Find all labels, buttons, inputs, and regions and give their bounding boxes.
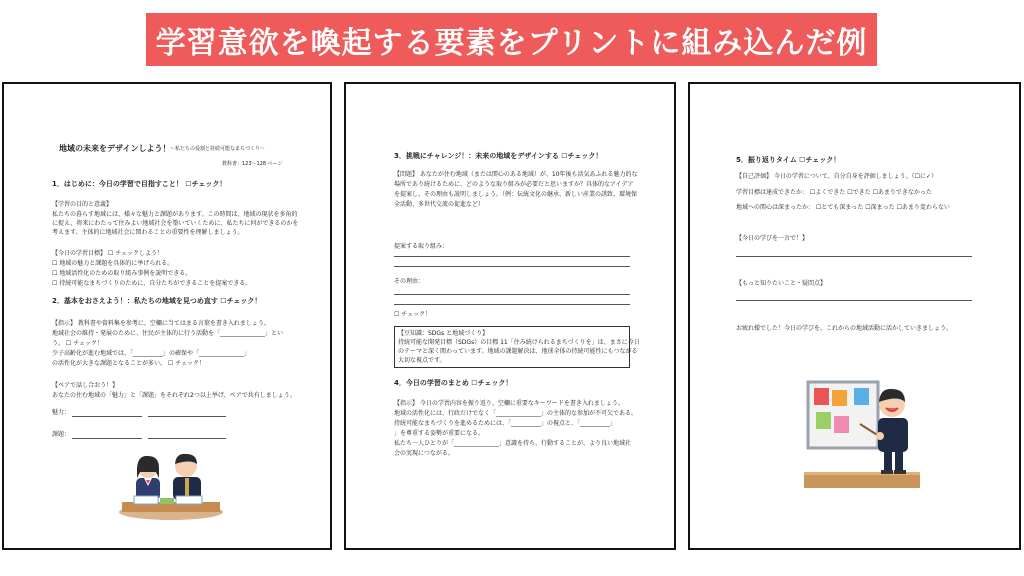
page1-textbook: 教科書：123～128 ページ bbox=[222, 161, 283, 167]
page1-pair-label: 【ペアで話し合おう！】 bbox=[52, 382, 119, 389]
proposal-line-1[interactable] bbox=[394, 256, 630, 257]
reason-line-1[interactable] bbox=[394, 294, 630, 295]
issue-blank-2[interactable] bbox=[148, 438, 226, 439]
page2-question-line: 場所であり続けるために、どのような取り組みが必要だと思いますか？具体的なアイデア bbox=[394, 181, 634, 188]
page2-question-line: 全活動、多世代交流の促進など） bbox=[394, 201, 485, 208]
worksheet-page-3 bbox=[688, 82, 1021, 550]
page2-sec4-heading: 4．今日の学習のまとめ ☐チェック！ bbox=[394, 379, 513, 387]
self-eval-line[interactable]: 地域への関心は深まったか： ☐とても深まった ☐深まった ☐あまり変わらない bbox=[736, 204, 950, 211]
page1-sec1-heading: 1．はじめに：今日の学習で目指すこと！ ☐チェック！ bbox=[52, 180, 227, 188]
charm-blank-2[interactable] bbox=[148, 416, 226, 417]
banner bbox=[146, 13, 877, 66]
summary-line: 地域の活性化には、行政だけでなく「_______________」の主体的な参加が不可欠である。 bbox=[394, 410, 638, 417]
page1-instr-line: 地域社会の維持・発展のために、住民が主体的に行う活動を「_______________」とい bbox=[52, 330, 284, 337]
summary-line: 持続可能なまちづくりを進めるためには、「__________」の視点と、「__________」 bbox=[394, 420, 616, 427]
page1-purpose-label: 【学習の目的と意義】 bbox=[52, 201, 113, 208]
page2-check[interactable]: ☐ チェック！ bbox=[394, 311, 432, 318]
oneliner-label: 【今日の学びを一言で！】 bbox=[736, 235, 809, 242]
page1-sec2-heading: 2．基本をおさえよう！：私たちの地域を見つめ直す ☐チェック！ bbox=[52, 297, 262, 305]
worksheet-page-2 bbox=[344, 82, 676, 550]
page1-instr-line: の活性化が大きな課題となることが多い。 ☐ チェック！ bbox=[52, 360, 206, 367]
knowledge-line: のテーマと深く関わっています。地域の課題解決は、地球全体の持続可能性にもつながる bbox=[398, 348, 638, 355]
summary-line: 【指示】 今日の学習内容を振り返り、空欄に重要なキーワードを書き入れましょう。 bbox=[394, 400, 624, 407]
summary-line: 」を尊重する姿勢が重要になる。 bbox=[394, 430, 485, 437]
page1-goal-label: 【今日の学習目標】 ☐ チェックしよう！ bbox=[52, 250, 164, 257]
page1-goal-item[interactable]: ☐ 地域活性化のための取り組み事例を説明できる。 bbox=[52, 270, 192, 277]
page1-goal-item[interactable]: ☐ 地域の魅力と課題を具体的に挙げられる。 bbox=[52, 260, 174, 267]
page1-purpose-line: 考えます。主体的に地域社会に関わることの重要性を理解しましょう。 bbox=[52, 229, 244, 236]
more-label: 【もっと知りたいこと・疑問点】 bbox=[736, 280, 827, 287]
oneliner-line[interactable] bbox=[736, 256, 972, 257]
self-eval-line: 【自己評価】 今日の学習について、自分自身を評価しましょう。（☐に✓） bbox=[736, 173, 938, 180]
page1-pair-text: あなたの住む地域の「魅力」と「課題」をそれぞれ2つ以上挙げ、ペアで共有しましょう。 bbox=[52, 392, 296, 399]
proposal-line-2[interactable] bbox=[394, 266, 630, 267]
closing-text: お疲れ様でした！今日の学びを、これからの地域活動に活かしていきましょう。 bbox=[736, 325, 953, 332]
banner-title: 学習意欲を喚起する要素をプリントに組み込んだ例 bbox=[155, 25, 868, 61]
page2-question-line: 【問題】 あなたが住む地域（または関心のある地域）が、10年後も活気あふれる魅力的な bbox=[394, 171, 638, 178]
page1-instr-line: う。 ☐ チェック！ bbox=[52, 340, 104, 347]
self-eval-line[interactable]: 学習目標は達成できたか： ☐よくできた ☐できた ☐あまりできなかった bbox=[736, 189, 932, 196]
page1-purpose-line: に捉え、将来にわたって住みよい地域社会を築いていくために、私たちに何ができるのかを bbox=[52, 220, 299, 227]
page1-instr-line: 【指示】 教科書や資料集を参考に、空欄に当てはまる言葉を書き入れましょう。 bbox=[52, 320, 270, 327]
page1-goal-item[interactable]: ☐ 持続可能なまちづくりのために、自分たちができることを提案できる。 bbox=[52, 280, 252, 287]
page2-reason-label: その理由： bbox=[394, 278, 425, 285]
page1-charm-label: 魅力： bbox=[52, 409, 71, 416]
charm-blank-1[interactable] bbox=[72, 416, 142, 417]
knowledge-line: 大切な視点です。 bbox=[398, 357, 446, 364]
teacher-presenting-illustration bbox=[800, 376, 925, 494]
page1-instr-line: 少子高齢化が進む地域では、「__________」の確保や「_______________」 bbox=[52, 350, 251, 357]
reason-line-2[interactable] bbox=[394, 304, 630, 305]
page2-question-line: を提案し、その理由も説明しましょう。（例：伝統文化の継承、新しい産業の誘致、環境保 bbox=[394, 191, 638, 198]
knowledge-title: 【豆知識：SDGs と地域づくり】 bbox=[398, 330, 489, 337]
page3-sec5-heading: 5．振り返りタイム ☐チェック！ bbox=[736, 156, 841, 164]
page2-sec3-heading: 3．挑戦にチャレンジ！：未来の地域をデザインする ☐チェック！ bbox=[394, 152, 603, 160]
issue-blank-1[interactable] bbox=[72, 438, 142, 439]
page1-issue-label: 課題： bbox=[52, 431, 71, 438]
knowledge-line: 持続可能な開発目標（SDGs）の目標 11「住み続けられるまちづくりを」は、まさに今日 bbox=[398, 339, 640, 346]
page1-title: 地域の未来をデザインしよう！ bbox=[59, 144, 171, 153]
page1-purpose-line: 私たちの暮らす地域には、様々な魅力と課題があります。この時間は、地域の現状を多角的 bbox=[52, 211, 298, 218]
worksheet-page-1 bbox=[2, 82, 332, 550]
page1-subtitle: ～私たちの役割と持続可能なまちづくり～ bbox=[170, 146, 265, 152]
summary-line: 私たち一人ひとりが「_______________」意識を持ち、行動することが、より良い地域社 bbox=[394, 440, 632, 447]
students-studying-illustration bbox=[116, 450, 226, 522]
more-line[interactable] bbox=[736, 300, 972, 301]
page2-proposal-label: 提案する取り組み： bbox=[394, 243, 449, 250]
summary-line: 会の実現につながる。 bbox=[394, 450, 454, 457]
